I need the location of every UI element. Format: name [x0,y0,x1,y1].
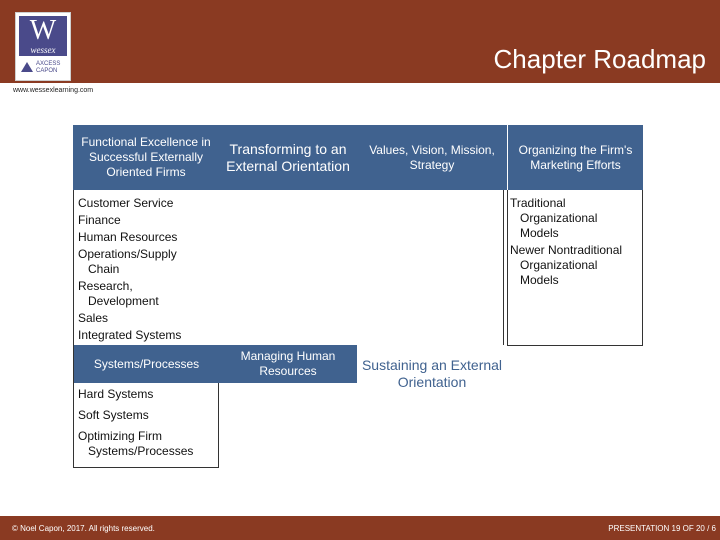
systems-processes-box: Systems/Processes [74,345,219,383]
list-item: Newer Nontraditional [510,243,623,257]
logo-wessex [19,16,67,56]
list-item: Hard Systems [78,387,154,401]
list-item: Optimizing Firm [78,429,163,443]
list-item: Sales [78,311,109,325]
list-item: Human Resources [78,230,178,244]
functions-list [78,196,181,345]
list-item: Finance [78,213,121,227]
list-item: Operations/Supply [78,247,177,261]
logo [15,12,71,81]
list-item: Development [88,294,159,308]
organizational-models-list [510,196,622,290]
logo-partner [19,59,67,77]
list-item: Models [520,273,559,287]
website-url: www.wessexlearning.com [13,87,94,94]
page-title: Chapter Roadmap [493,44,706,74]
systems-list [78,387,193,465]
functional-excellence-box: Functional Excellence in Successful Externally Oriented Firms [73,125,219,190]
list-item: Chain [88,262,120,276]
list-item: Organizational [520,258,598,272]
sustaining-box: Sustaining an External Orientation [357,345,507,403]
transforming-box: Transforming to an External Orientation [219,125,357,190]
logo-partner-line2: CAPON [36,68,58,74]
list-item: Soft Systems [78,408,149,422]
page-number: PRESENTATION 19 OF 20 / 6 [608,524,716,533]
logo-triangle-icon [21,62,33,72]
list-item: Models [520,226,559,240]
logo-name: wessex [30,45,56,55]
copyright-text: © Noel Capon, 2017. All rights reserved. [12,524,155,533]
list-item: Research, [78,279,133,293]
list-item: Systems/Processes [88,444,194,458]
list-item: Organizational [520,211,598,225]
logo-initial: W [29,15,57,46]
list-item: Customer Service [78,196,174,210]
footer-bar [0,516,720,540]
values-vision-box: Values, Vision, Mission, Strategy [357,125,507,190]
list-item: Traditional [510,196,566,210]
logo-partner-line1: AXCESS [36,61,61,67]
organizing-box: Organizing the Firm's Marketing Efforts [507,125,643,190]
managing-hr-box: Managing Human Resources [219,345,357,383]
list-item: Integrated Systems [78,328,182,342]
header-bar [0,0,720,83]
